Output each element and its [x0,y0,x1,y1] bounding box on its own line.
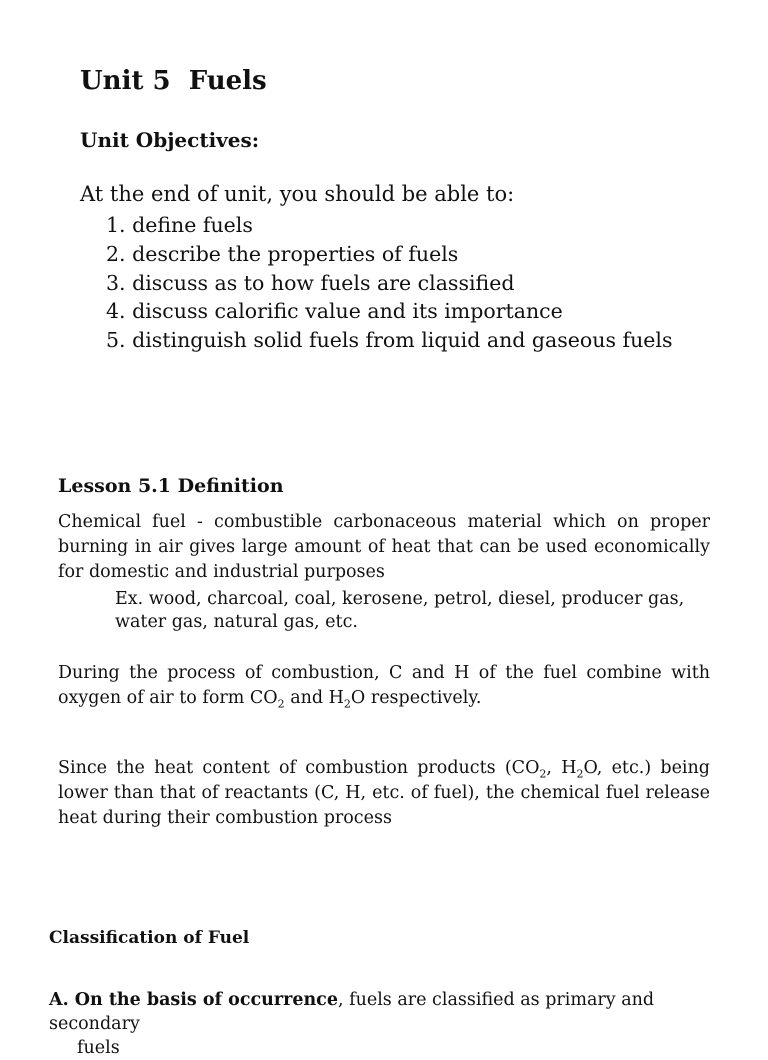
objective-item: 2. describe the properties of fuels [106,241,459,266]
objectives-heading: Unit Objectives: [80,128,260,152]
text-segment: and H [284,688,344,708]
subscript: 2 [576,767,584,781]
objective-item: 4. discuss calorific value and its importance [106,299,563,324]
text-segment: O respectively. [350,688,482,708]
text-segment: Since the heat content of combustion products (CO [58,758,540,778]
example-paragraph: Ex. wood, charcoal, coal, kerosene, petrol, diesel, producer gas, water gas, natural gas, etc. [115,589,685,632]
classification-item-a [49,988,729,1060]
objective-item: 5. distinguish solid fuels from liquid and gaseous fuels [106,328,673,353]
heat-paragraph [58,756,710,831]
objectives-list [106,211,672,355]
classification-heading: Classification of Fuel [49,928,250,948]
text-segment: O, etc.) being lower than that of reactants (C, H, etc. of fuel), the chemical fuel release heat during their combustion process [58,758,711,828]
classification-a-label: A. On the basis of occurrence [49,990,338,1010]
definition-paragraph: Chemical fuel - combustible carbonaceous material which on proper burning in air gives large amount of heat that can be used economically for domestic and industrial purposes [58,512,710,582]
subscript: 2 [343,697,351,711]
combustion-paragraph [58,661,710,711]
subscript: 2 [539,767,547,781]
subscript: 2 [277,697,285,711]
text-segment: , H [546,758,577,778]
classification-a-text: , fuels are classified as primary and secondary [49,990,655,1034]
objective-item: 1. define fuels [106,213,253,237]
objectives-intro: At the end of unit, you should be able to: [80,182,515,206]
objective-item: 3. discuss as to how fuels are classified [106,270,515,295]
lesson-heading: Lesson 5.1 Definition [58,475,284,497]
unit-title: Unit 5 Fuels [80,66,267,96]
text-segment: During the process of combustion, C and H of the fuel combine with oxygen of air to form CO [58,663,710,708]
classification-a-continuation: fuels [77,1038,120,1058]
